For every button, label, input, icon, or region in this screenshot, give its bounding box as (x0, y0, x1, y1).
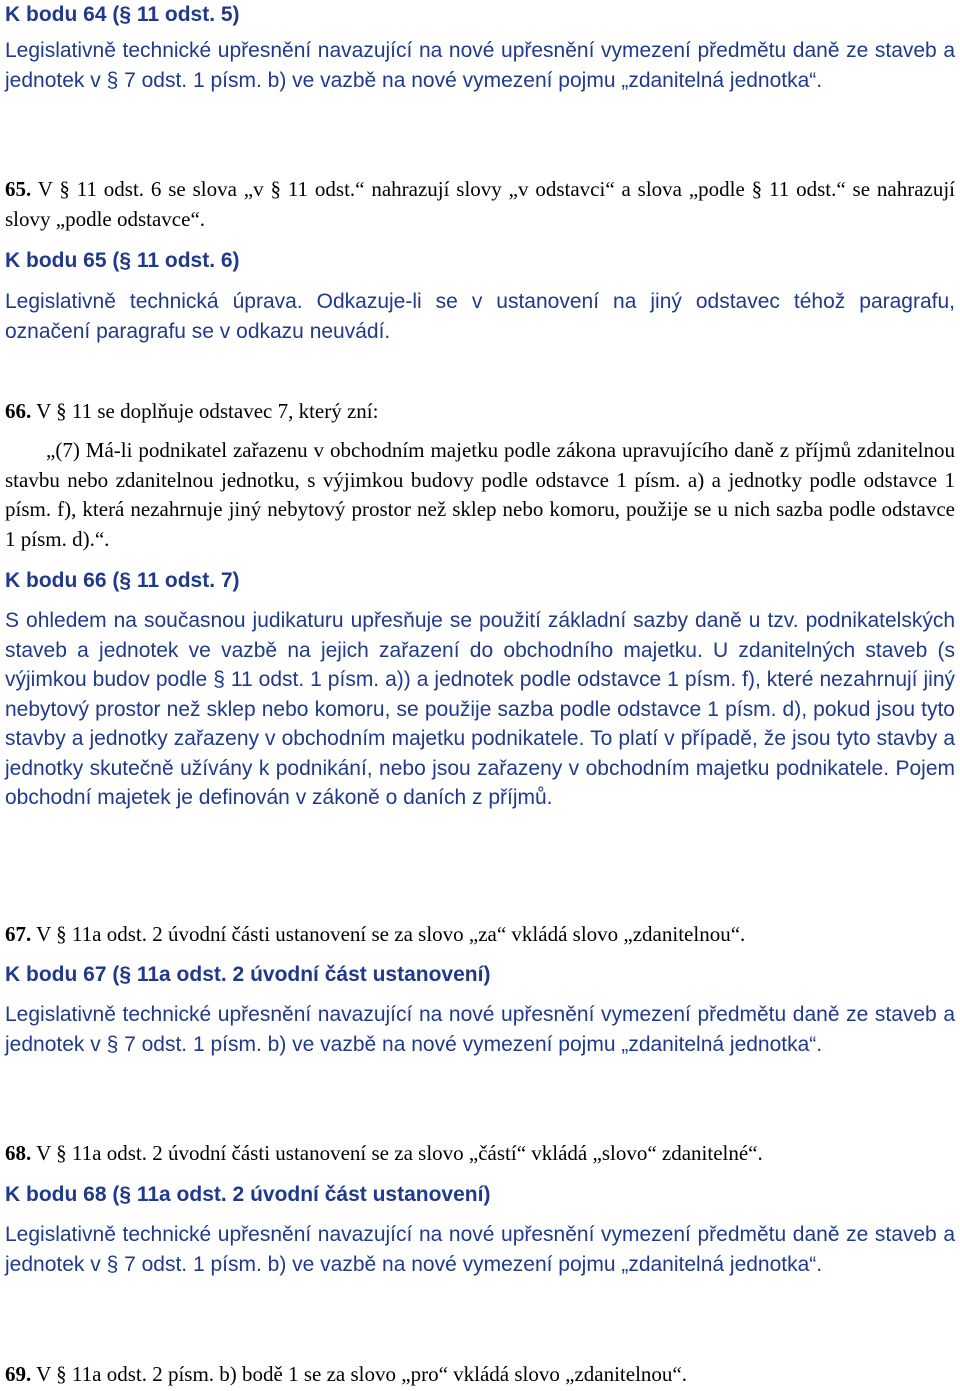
amendment-point (5, 1359, 955, 1389)
amendment-text: V § 11 odst. 6 se slova „v § 11 odst.“ nahrazují slovy „v odstavci“ a slova „podle § 11 odst.“ se nahrazují slovy „podle odstavce“. (5, 177, 956, 231)
section-heading: K bodu 65 (§ 11 odst. 6) (5, 249, 240, 272)
amendment-number: 65. (5, 177, 32, 201)
section-heading: K bodu 67 (§ 11a odst. 2 úvodní část ustanovení) (5, 963, 491, 986)
amendment-point (5, 1138, 955, 1168)
quoted-provision: „(7) Má-li podnikatel zařazenu v obchodním majetku podle zákona upravujícího daně z příjmů zdanitelnou stavbu nebo zdanitelnou jednotku, s výjimkou budovy podle odstavce 1 písm. a) a jednotky podle odstavce 1 písm. f), která nezahrnuje jiný nebytový prostor než sklep nebo komoru, použije se u nich sazba podle odstavce 1 písm. d).“. (5, 438, 955, 551)
amendment-number: 69. (5, 1362, 32, 1386)
section-heading: K bodu 68 (§ 11a odst. 2 úvodní část ustanovení) (5, 1183, 491, 1206)
explanation-paragraph: Legislativně technická úprava. Odkazuje-li se v ustanovení na jiný odstavec téhož paragrafu, označení paragrafu se v odkazu neuvádí. (5, 290, 955, 343)
amendment-text: V § 11a odst. 2 písm. b) bodě 1 se za slovo „pro“ vkládá slovo „zdanitelnou“. (36, 1362, 687, 1386)
explanation-paragraph: S ohledem na současnou judikaturu upřesňuje se použití základní sazby daně u tzv. podnikatelských staveb a jednotek ve vazbě na jejich zařazení do obchodního majetku. U zdanitelných staveb (s výjimkou budov podle § 11 odst. 1 písm. a)) a jednotek podle odstavce 1 písm. f), které nezahrnují jiný nebytový prostor než sklep nebo komoru, se použije sazba podle odstavce 1 písm. d), pokud jsou tyto stavby a jednotky zařazeny v obchodním majetku podnikatele. To platí v případě, že jsou tyto stavby a jednotky skutečně užívány k podnikání, nebo jsou zařazeny v obchodním majetku podnikatele. Pojem obchodní majetek je definován v zákoně o daních z příjmů. (5, 609, 955, 809)
explanation-paragraph: Legislativně technické upřesnění navazující na nové upřesnění vymezení předmětu daně ze staveb a jednotek v § 7 odst. 1 písm. b) ve vazbě na nové vymezení pojmu „zdanitelná jednotka“. (5, 1003, 955, 1056)
section-heading: K bodu 64 (§ 11 odst. 5) (5, 3, 240, 26)
amendment-number: 66. (5, 399, 32, 423)
explanation-paragraph: Legislativně technické upřesnění navazující na nové upřesnění vymezení předmětu daně ze staveb a jednotek v § 7 odst. 1 písm. b) ve vazbě na nové vymezení pojmu „zdanitelná jednotka“. (5, 39, 955, 92)
explanation-paragraph: Legislativně technické upřesnění navazující na nové upřesnění vymezení předmětu daně ze staveb a jednotek v § 7 odst. 1 písm. b) ve vazbě na nové vymezení pojmu „zdanitelná jednotka“. (5, 1223, 955, 1276)
amendment-point (5, 396, 955, 426)
amendment-text: V § 11a odst. 2 úvodní části ustanovení se za slovo „částí“ vkládá „slovo“ zdanitelné“. (36, 1141, 763, 1165)
amendment-text: V § 11 se doplňuje odstavec 7, který zní: (36, 399, 379, 423)
amendment-point (5, 919, 955, 949)
amendment-number: 68. (5, 1141, 32, 1165)
amendment-text: V § 11a odst. 2 úvodní části ustanovení se za slovo „za“ vkládá slovo „zdanitelnou“. (36, 922, 746, 946)
section-heading: K bodu 66 (§ 11 odst. 7) (5, 569, 240, 592)
amendment-point (5, 174, 955, 234)
amendment-number: 67. (5, 922, 32, 946)
